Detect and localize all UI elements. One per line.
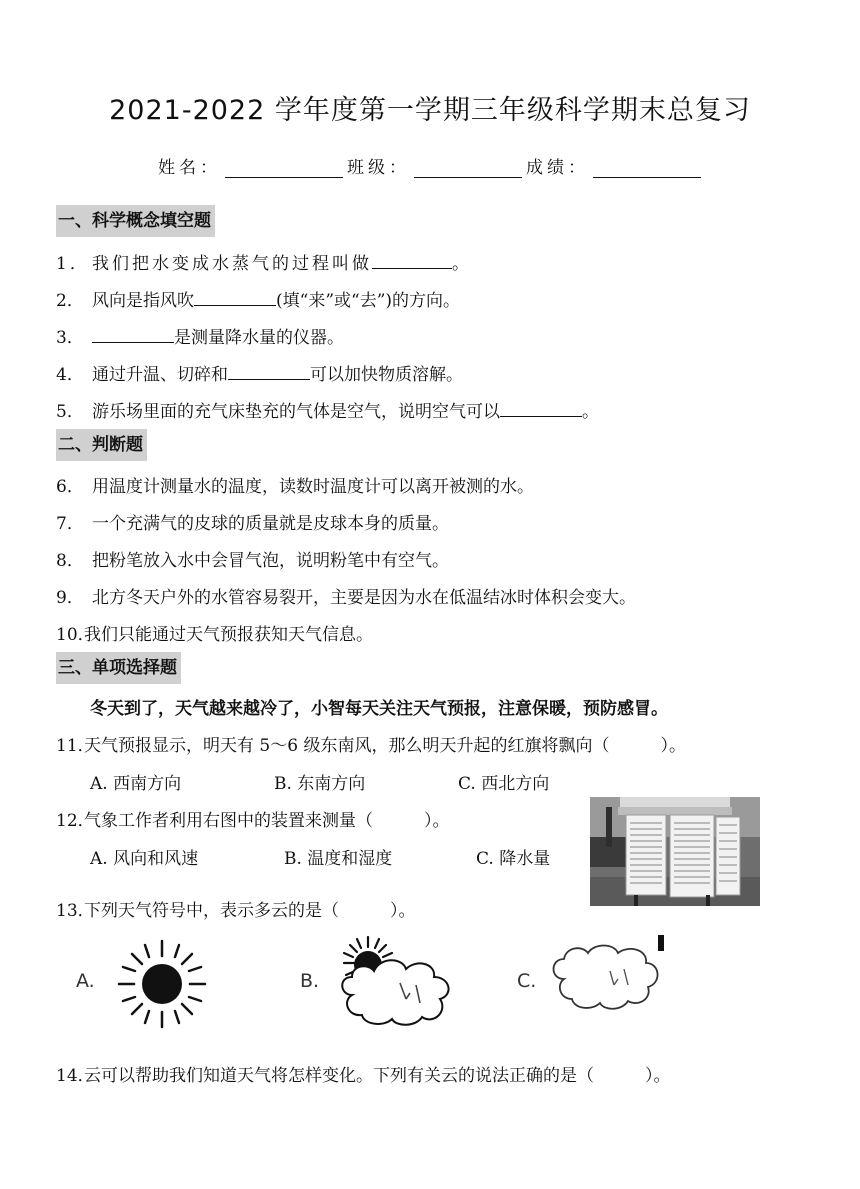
question-text: 天气预报显示，明天有 5～6 级东南风，那么明天升起的红旗将飘向（ ）。 xyxy=(84,736,686,756)
question-number: 7． xyxy=(56,514,84,534)
question-8 xyxy=(56,546,449,571)
answer-blank[interactable] xyxy=(92,326,174,343)
question-11 xyxy=(56,731,686,756)
section-heading-fill-in: 一、科学概念填空题 xyxy=(56,205,215,237)
question-number: 11． xyxy=(56,736,95,756)
question-text: 我们只能通过天气预报获知天气信息。 xyxy=(84,625,373,645)
question-text: 云可以帮助我们知道天气将怎样变化。下列有关云的说法正确的是（ ）。 xyxy=(84,1066,671,1086)
class-blank[interactable] xyxy=(414,159,522,178)
score-label: 成绩： xyxy=(526,158,589,178)
question-7 xyxy=(56,509,449,534)
answer-blank[interactable] xyxy=(372,252,452,269)
question-text-end: 可以加快物质溶解。 xyxy=(310,365,463,385)
question-text-end: (填“来”或“去”)的方向。 xyxy=(276,291,461,311)
q11-option-a[interactable]: A. 西南方向 xyxy=(90,774,182,794)
question-text: 通过升温、切碎和 xyxy=(92,365,228,385)
question-3 xyxy=(56,323,344,348)
cloud-icon[interactable] xyxy=(548,935,668,1015)
question-text: 风向是指风吹 xyxy=(92,291,194,311)
question-text-end: 。 xyxy=(452,254,472,274)
answer-blank[interactable] xyxy=(194,289,276,306)
question-number: 9． xyxy=(56,588,84,608)
question-14 xyxy=(56,1061,671,1086)
sun-icon[interactable] xyxy=(115,937,209,1031)
question-number: 12． xyxy=(56,811,95,831)
question-text: 下列天气符号中，表示多云的是（ ）。 xyxy=(84,901,416,921)
question-5 xyxy=(56,397,599,422)
question-10 xyxy=(56,620,373,645)
question-number: 6． xyxy=(56,477,84,497)
scenario-text: 冬天到了，天气越来越冷了，小智每天关注天气预报，注意保暖，预防感冒。 xyxy=(90,699,668,719)
question-text: 把粉笔放入水中会冒气泡，说明粉笔中有空气。 xyxy=(92,551,449,571)
q12-option-b[interactable]: B. 温度和湿度 xyxy=(284,849,393,869)
class-label: 班级： xyxy=(347,158,410,178)
section-heading-multiple-choice: 三、单项选择题 xyxy=(56,652,181,684)
answer-blank[interactable] xyxy=(500,400,582,417)
question-13 xyxy=(56,896,416,921)
question-number: 2． xyxy=(56,291,84,311)
q11-option-c[interactable]: C. 西北方向 xyxy=(458,774,550,794)
question-text: 我们把水变成水蒸气的过程叫做 xyxy=(92,254,372,274)
q13-option-a-letter[interactable]: A. xyxy=(76,970,95,992)
question-number: 4． xyxy=(56,365,84,385)
question-number: 3． xyxy=(56,328,84,348)
question-number: 14． xyxy=(56,1066,95,1086)
section-heading-true-false: 二、判断题 xyxy=(56,429,147,461)
question-text: 游乐场里面的充气床垫充的气体是空气，说明空气可以 xyxy=(92,402,500,422)
sun-behind-cloud-icon[interactable] xyxy=(330,933,460,1029)
question-text: 一个充满气的皮球的质量就是皮球本身的质量。 xyxy=(92,514,449,534)
question-number: 5． xyxy=(56,402,84,422)
q12-option-a[interactable]: A. 风向和风速 xyxy=(90,849,199,869)
q13-option-c-letter[interactable]: C. xyxy=(517,970,537,992)
page-title: 2021-2022 学年度第一学期三年级科学期末总复习 xyxy=(109,95,751,126)
question-number: 1． xyxy=(56,254,90,274)
name-label: 姓名： xyxy=(158,158,221,178)
question-9 xyxy=(56,583,636,608)
weather-instrument-shelter-photo xyxy=(590,797,760,906)
q13-option-b-letter[interactable]: B. xyxy=(300,970,320,992)
answer-blank[interactable] xyxy=(228,363,310,380)
question-text: 气象工作者利用右图中的装置来测量（ ）。 xyxy=(84,811,450,831)
q11-option-b[interactable]: B. 东南方向 xyxy=(274,774,366,794)
q12-option-c[interactable]: C. 降水量 xyxy=(476,849,551,869)
question-6 xyxy=(56,472,534,497)
question-number: 8． xyxy=(56,551,84,571)
question-2 xyxy=(56,286,460,311)
question-number: 10． xyxy=(56,625,95,645)
question-4 xyxy=(56,360,463,385)
student-info-row xyxy=(158,153,705,178)
name-blank[interactable] xyxy=(225,159,343,178)
score-blank[interactable] xyxy=(593,159,701,178)
question-12 xyxy=(56,806,450,831)
question-text: 用温度计测量水的温度，读数时温度计可以离开被测的水。 xyxy=(92,477,534,497)
question-number: 13． xyxy=(56,901,95,921)
question-1 xyxy=(56,249,472,274)
question-text: 北方冬天户外的水管容易裂开，主要是因为水在低温结冰时体积会变大。 xyxy=(92,588,636,608)
question-text-end: 是测量降水量的仪器。 xyxy=(174,328,344,348)
question-text-end: 。 xyxy=(582,402,599,422)
